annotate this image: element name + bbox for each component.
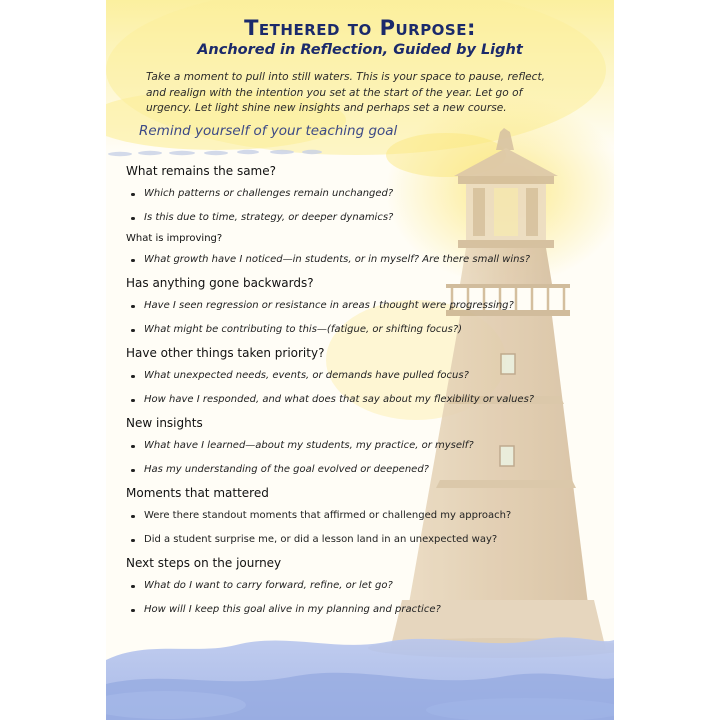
section-heading: What remains the same?: [126, 164, 276, 178]
question-item: Is this due to time, strategy, or deeper dynamics?: [126, 206, 566, 230]
question-item: What have I learned—about my students, my practice, or myself?: [126, 434, 566, 458]
question-item: What growth have I noticed—in students, or in myself? Are there small wins?: [126, 248, 566, 272]
goal-prompt: Remind yourself of your teaching goal: [139, 123, 398, 139]
section-other-priorities: [126, 342, 566, 412]
section-moments-that-mattered: [126, 482, 566, 552]
section-heading: New insights: [126, 416, 203, 430]
section-what-remains-same: [126, 160, 566, 230]
question-item: How will I keep this goal alive in my planning and practice?: [126, 598, 566, 622]
section-heading: What is improving?: [126, 233, 223, 244]
page-subtitle: Anchored in Reflection, Guided by Light: [197, 42, 523, 58]
section-heading: Next steps on the journey: [126, 556, 282, 570]
section-gone-backwards: [126, 272, 566, 342]
question-item: Were there standout moments that affirmed or challenged my approach?: [126, 504, 566, 528]
question-item: What might be contributing to this—(fatigue, or shifting focus?): [126, 318, 566, 342]
question-item: Has my understanding of the goal evolved or deepened?: [126, 458, 566, 482]
worksheet-content: [106, 0, 614, 720]
section-what-is-improving: [126, 230, 566, 272]
section-heading: Has anything gone backwards?: [126, 276, 314, 290]
question-item: Did a student surprise me, or did a lesson land in an unexpected way?: [126, 528, 566, 552]
section-heading: Moments that mattered: [126, 486, 269, 500]
section-heading: Have other things taken priority?: [126, 346, 325, 360]
section-next-steps: [126, 552, 566, 622]
worksheet-page: [106, 0, 614, 720]
question-item: Have I seen regression or resistance in areas I thought were progressing?: [126, 294, 566, 318]
section-new-insights: [126, 412, 566, 482]
page-title: Tethered to Purpose:: [244, 16, 476, 40]
question-item: What unexpected needs, events, or demands have pulled focus?: [126, 364, 566, 388]
intro-paragraph: Take a moment to pull into still waters. This is your space to pause, reflect, and realign with the intention you set at the start of the year. Let go of urgency. Let light shine new insights and perhaps set a new course.: [146, 71, 546, 114]
question-item: What do I want to carry forward, refine, or let go?: [126, 574, 566, 598]
reflection-sections: [126, 160, 566, 622]
question-item: How have I responded, and what does that say about my flexibility or values?: [126, 388, 566, 412]
question-item: Which patterns or challenges remain unchanged?: [126, 182, 566, 206]
